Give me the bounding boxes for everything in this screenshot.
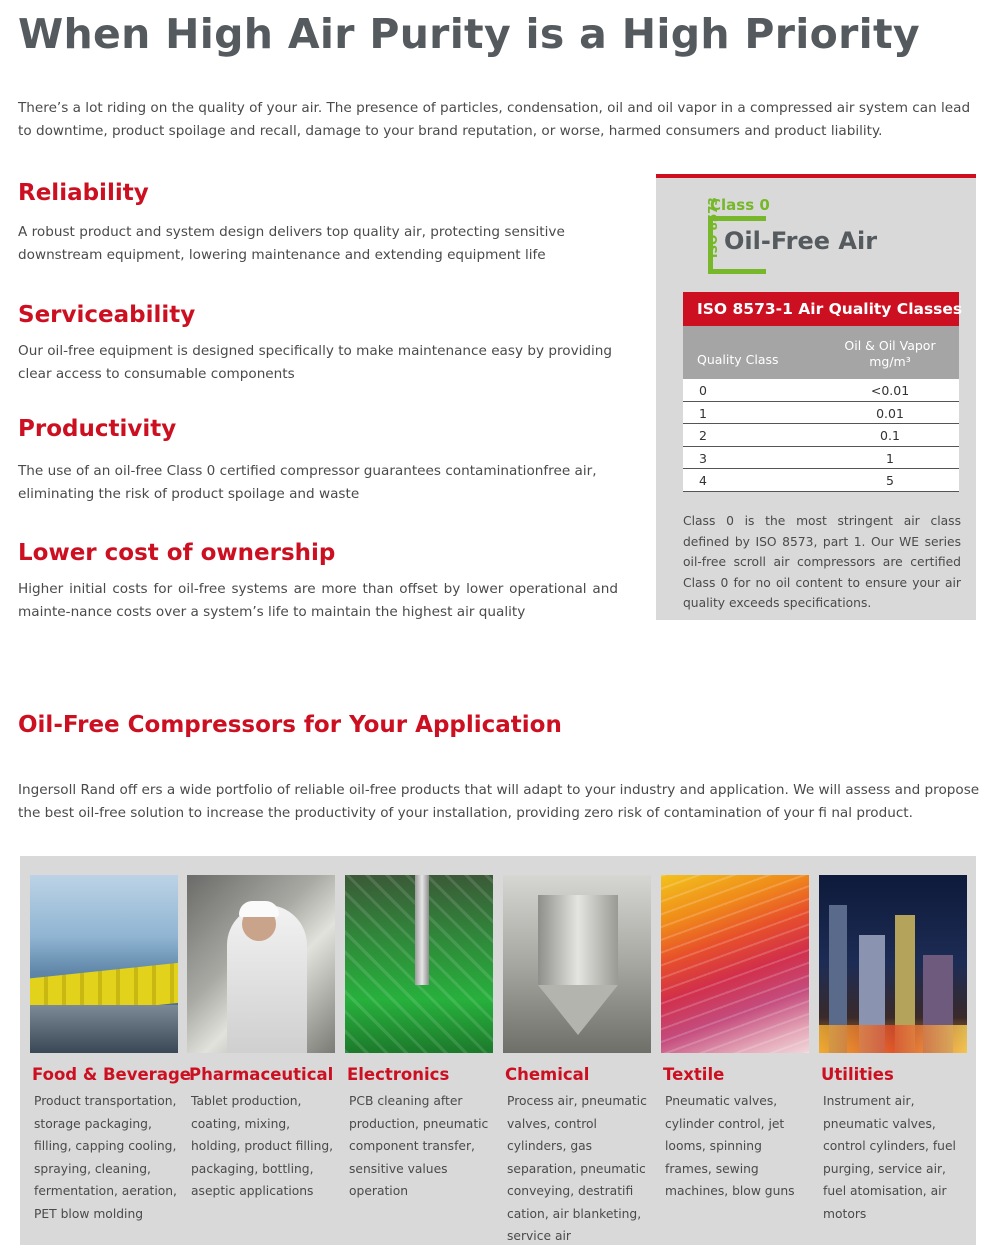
- table-row: 0 <0.01: [683, 379, 959, 402]
- applications-text: Ingersoll Rand off ers a wide portfolio of reliable oil-free products that will adapt to your industry and application. We will assess and propose the best oil-free solution to increase the productivity of your installation, providing zero risk of contamination of your fi nal product.: [18, 782, 980, 821]
- application-name: Chemical: [505, 1065, 590, 1084]
- application-desc: Pneumatic valves, cylinder control, jet looms, spinning frames, sewing machines, blow guns: [665, 1094, 795, 1198]
- section-heading-reliability: Reliability: [18, 180, 149, 206]
- application-card-pharma: [187, 875, 335, 1203]
- applications-heading: Oil-Free Compressors for Your Application: [18, 712, 562, 738]
- table-row: 4 5: [683, 469, 959, 492]
- application-name: Textile: [663, 1065, 725, 1084]
- class-note: Class 0 is the most stringent air class defined by ISO 8573, part 1. Our WE series oil-free scroll air compressors are certified Class 0 for no oil content to ensure your air quality exceeds specifications.: [683, 514, 961, 610]
- application-card-food: [30, 875, 191, 1225]
- application-card-textile: [661, 875, 809, 1203]
- application-card-utilities: [819, 875, 967, 1225]
- application-gallery: [20, 856, 976, 1245]
- page-title: When High Air Purity is a High Priority: [18, 10, 920, 58]
- oil-free-air-logo: [686, 196, 886, 278]
- section-heading-serviceability: Serviceability: [18, 302, 196, 328]
- application-name: Electronics: [347, 1065, 450, 1084]
- logo-oil-free-text: Oil-Free Air: [724, 227, 878, 255]
- chemical-photo: [503, 875, 651, 1053]
- application-desc: Instrument air, pneumatic valves, control cylinders, fuel purging, service air, fuel atomisation, air motors: [823, 1094, 956, 1221]
- table-row: 1 0.01: [683, 402, 959, 425]
- section-text-cost: Higher initial costs for oil-free systems are more than offset by lower operational and mainte-nance costs over a system’s life to maintain the highest air quality: [18, 581, 618, 620]
- application-name: Utilities: [821, 1065, 894, 1084]
- table-header: [683, 326, 959, 379]
- application-name: Food & Beverage: [32, 1065, 191, 1084]
- section-heading-productivity: Productivity: [18, 416, 177, 442]
- application-desc: PCB cleaning after production, pneumatic component transfer, sensitive values operation: [349, 1094, 489, 1198]
- pharmaceutical-photo: [187, 875, 335, 1053]
- intro-paragraph: There’s a lot riding on the quality of your air. The presence of particles, condensation, oil and oil vapor in a compressed air system can lead to downtime, product spoilage and recall, damage to your brand reputation, or worse, harmed consumers and product liability.: [18, 100, 971, 139]
- application-desc: Process air, pneumatic valves, control cylinders, gas separation, pneumatic conveying, destratifi cation, air blanketing, service air: [507, 1094, 647, 1243]
- logo-iso-label: ISO 8573: [706, 197, 720, 258]
- section-text-reliability: A robust product and system design delivers top quality air, protecting sensitive downstream equipment, lowering maintenance and extending equipment life: [18, 224, 565, 263]
- application-desc: Tablet production, coating, mixing, holding, product filling, packaging, bottling, aseptic applications: [191, 1094, 334, 1198]
- table-body: [683, 379, 959, 492]
- air-quality-panel: [656, 174, 976, 620]
- utilities-photo: [819, 875, 967, 1053]
- table-title: ISO 8573-1 Air Quality Classes: [683, 292, 959, 326]
- application-name: Pharmaceutical: [189, 1065, 334, 1084]
- logo-class-label: Class 0: [710, 196, 770, 214]
- textile-photo: [661, 875, 809, 1053]
- application-card-chemical: [503, 875, 651, 1245]
- section-heading-cost: Lower cost of ownership: [18, 540, 336, 566]
- section-text-productivity: The use of an oil-free Class 0 certified compressor guarantees contaminationfree air, eliminating the risk of product spoilage and waste: [18, 463, 597, 502]
- application-desc: Product transportation, storage packaging, filling, capping cooling, spraying, cleaning, fermentation, aeration, PET blow molding: [34, 1094, 177, 1221]
- table-header-oil: Oil & Oil Vapor mg/m³: [844, 338, 936, 369]
- table-header-class: Quality Class: [697, 352, 779, 367]
- section-text-serviceability: Our oil-free equipment is designed specifically to make maintenance easy by providing clear access to consumable components: [18, 343, 613, 382]
- table-row: 3 1: [683, 447, 959, 470]
- food-beverage-photo: [30, 875, 178, 1053]
- table-row: 2 0.1: [683, 424, 959, 447]
- electronics-photo: [345, 875, 493, 1053]
- application-card-electronics: [345, 875, 493, 1203]
